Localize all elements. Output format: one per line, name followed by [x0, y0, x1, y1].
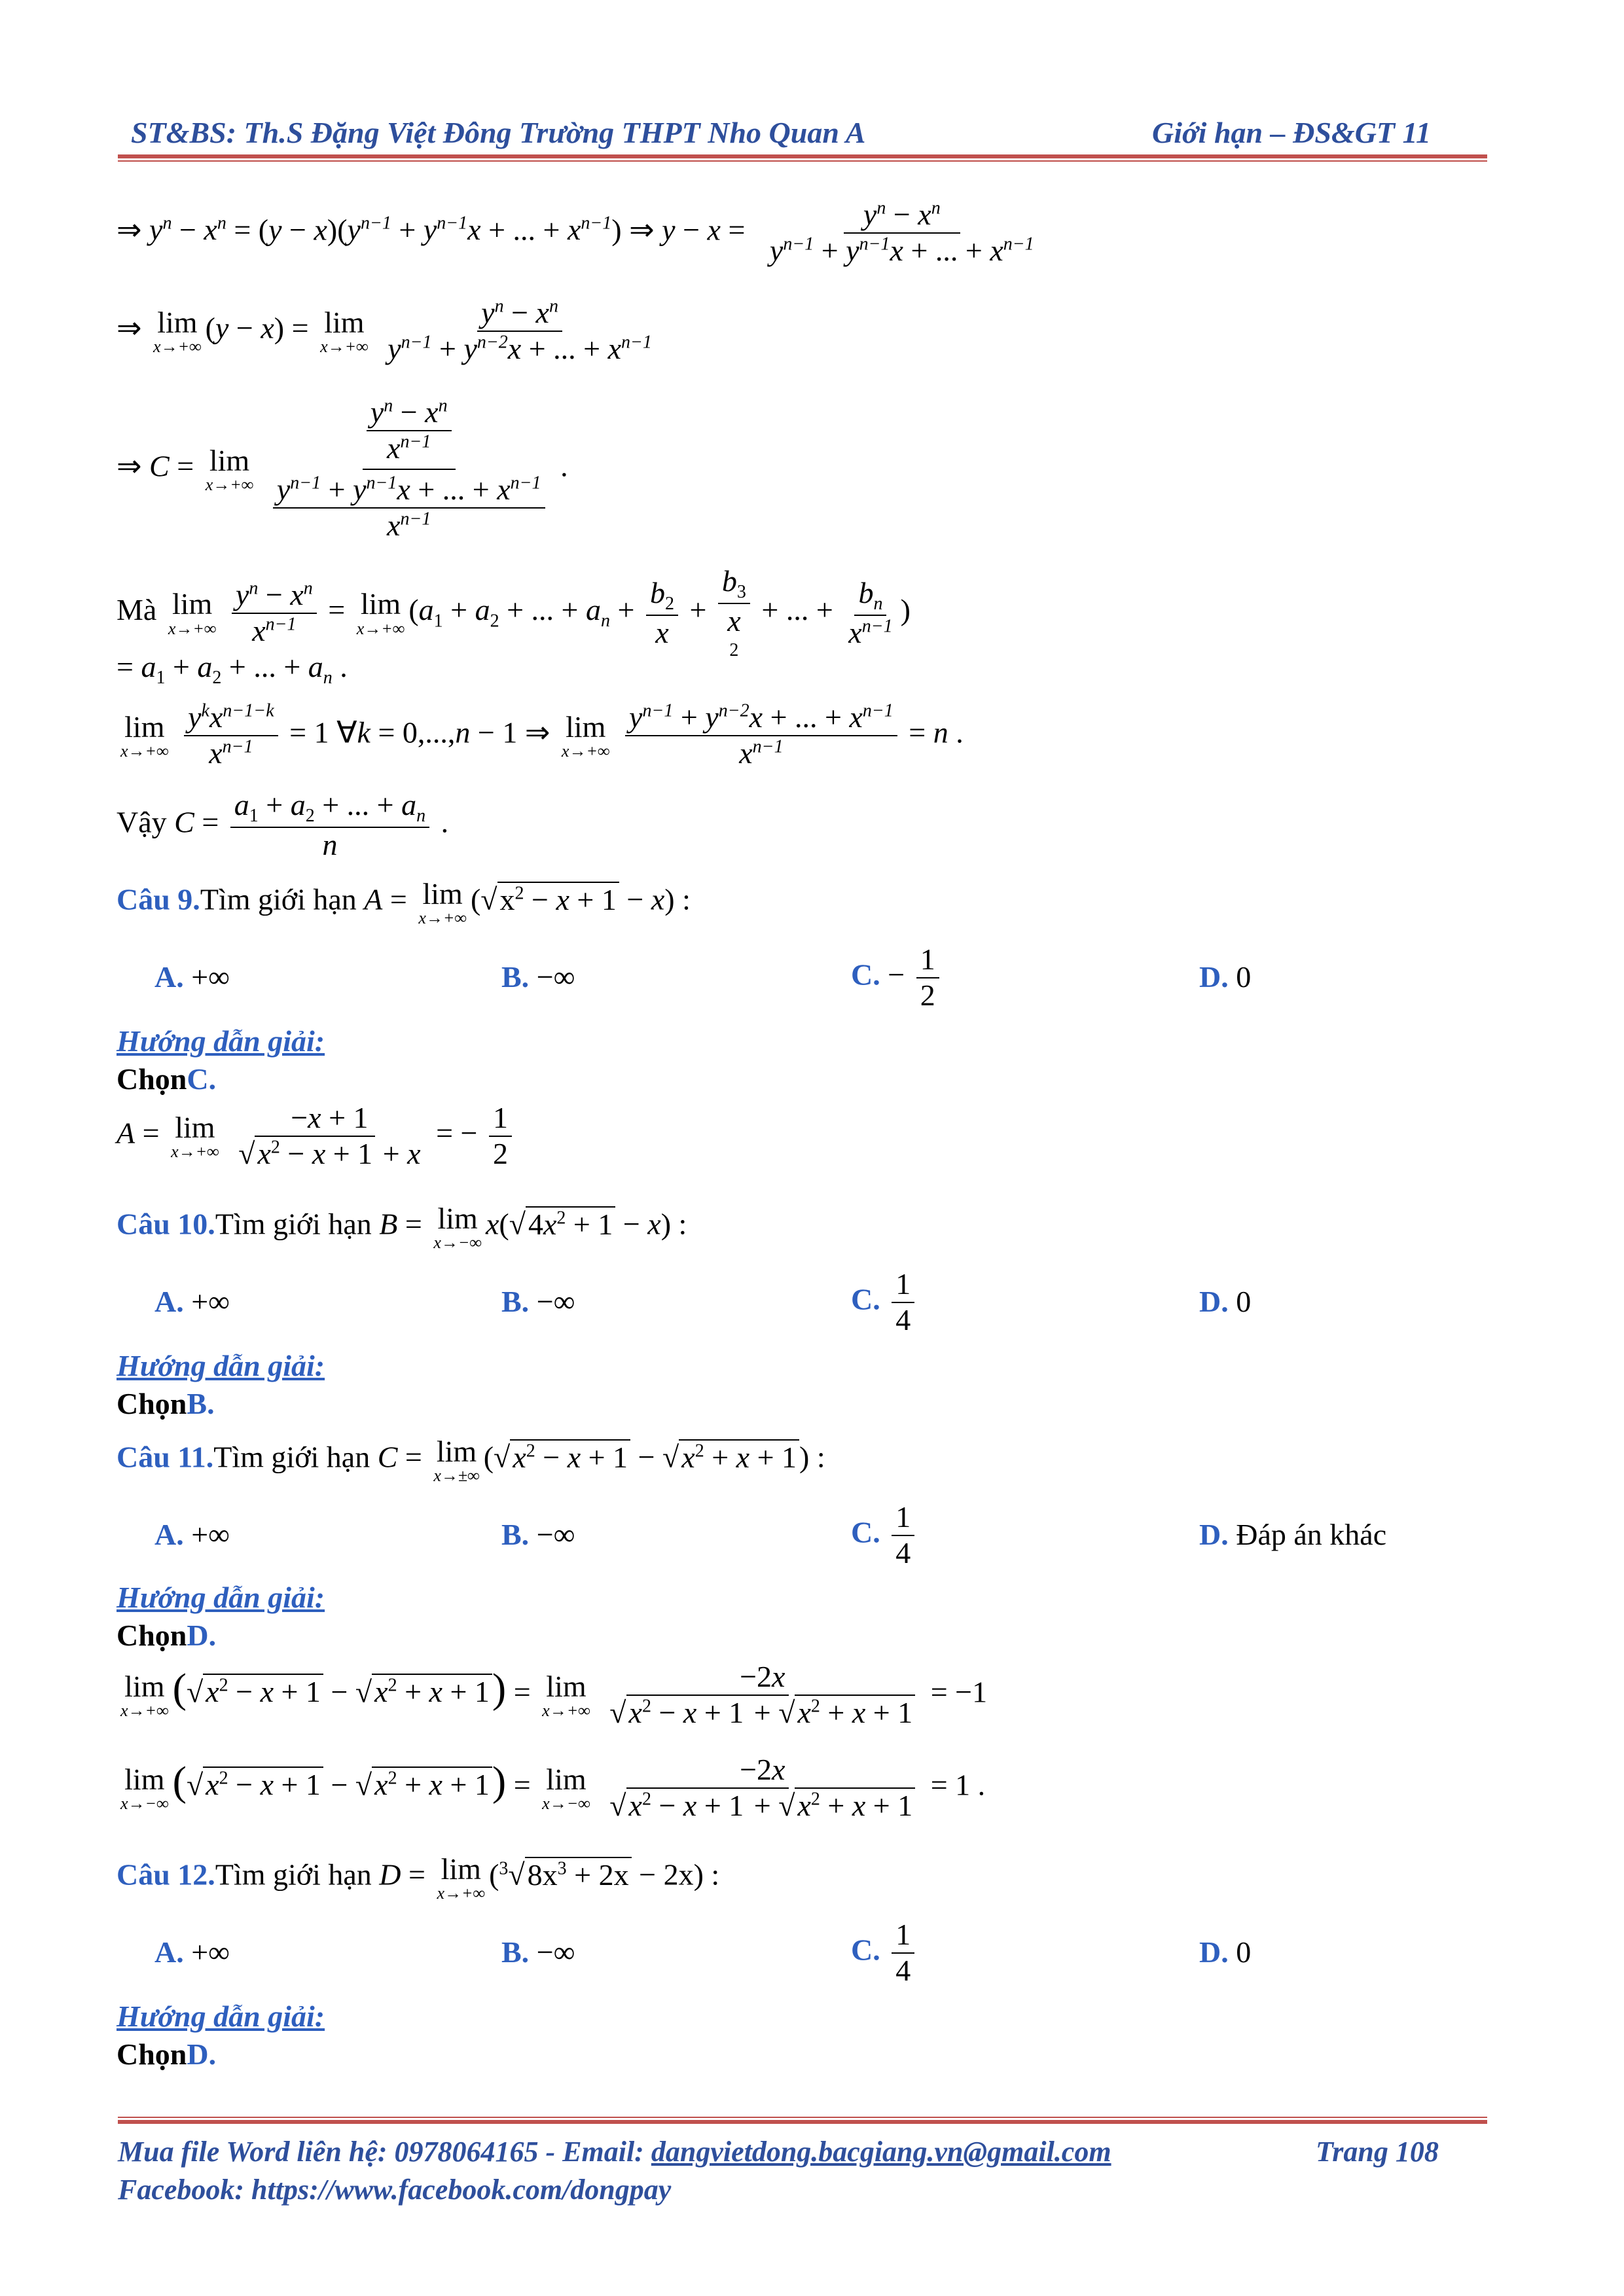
formula-line-4: Mà lim x→+∞ $\frac{y^n - x^n}{x^{n-1}}$ = lim x→+∞ ($a_1 + a_2$ + ... + $a_n$ + $\frac{b_2}{x}$ + $b_3$ x 2 + ... + $\frac{b_n}{x^{n-1}}$ ) [117, 564, 911, 661]
q11-chon: ChọnD. [117, 1619, 217, 1652]
q11-option-c[interactable]: C. $\frac{1}{4}$ [851, 1500, 918, 1571]
q9-chon: ChọnC. [117, 1062, 217, 1096]
formula-line-2: ⇒ lim x→+∞ (y − x) = lim x→+∞ $\frac{y^n - x^n}{y^{n-1} + y^{n-2}x + ... + x^{n-1}}$ [117, 296, 652, 365]
formula-line-6: lim x→+∞ $\frac{y^kx^{n-1-k}}{x^{n-1}}$ = 1 ∀k = 0,...,n − 1 ⇒ lim x→+∞ $\frac{y^{n-1} + y^{n-2}x + ... + x^{n-1}}{x^{n-1}}$ = n . [120, 700, 964, 770]
q9-option-a[interactable]: A. +∞ [154, 960, 230, 994]
q10-chon: ChọnB. [117, 1387, 215, 1420]
header-right: Giới hạn – ĐS&GT 11 [1152, 116, 1431, 149]
question-12: Câu 12.Tìm giới hạn D = lim x→+∞ $(^3√8x^3 + 2x - 2x)$ : [117, 1852, 720, 1903]
q12-guide: Hướng dẫn giải: [117, 2000, 325, 2033]
q11-option-d[interactable]: D. Đáp án khác [1199, 1518, 1387, 1551]
footer-rule [118, 2120, 1487, 2124]
footer-rule-thin [118, 2117, 1487, 2118]
vay-label: Vậy [117, 805, 167, 839]
q10-option-b[interactable]: B. −∞ [501, 1285, 575, 1318]
q12-option-b[interactable]: B. −∞ [501, 1935, 575, 1969]
formula-line-7: Vậy C = $\frac{a_1 + a_2 + ... + a_n}{n}$ . [117, 788, 449, 862]
q9-option-b[interactable]: B. −∞ [501, 960, 575, 994]
formula-line-1: ⇒ $y^n - x^n = (y - x)(y^{n-1} + y^{n-1}x$ + ... + $x^{n-1}$) ⇒ y − x = $\frac{y^n - x^n}{y^{n-1} + y^{n-1}x + ... + x^{n-1}}$ [117, 198, 1034, 267]
question-9-text: Tìm giới hạn [200, 882, 357, 916]
q10-option-d[interactable]: D. 0 [1199, 1285, 1252, 1318]
q10-option-c[interactable]: C. $\frac{1}{4}$ [851, 1267, 918, 1338]
q12-option-c[interactable]: C. $\frac{1}{4}$ [851, 1918, 918, 1988]
question-9: Câu 9.Tìm giới hạn A = lim x→+∞ $(√x^2 - x + 1 - x)$ : [117, 877, 691, 928]
footer-facebook[interactable]: Facebook: https://www.facebook.com/dongpay [118, 2174, 672, 2206]
header-left: ST&BS: Th.S Đặng Việt Đông Trường THPT Nho Quan A [131, 116, 866, 149]
footer-page-number: Trang 108 [1316, 2136, 1439, 2168]
question-9-label: Câu 9. [117, 882, 200, 916]
formula-line-5: = $a_1 + a_2$ + ... + $a_n$ . [117, 650, 348, 689]
q12-option-d[interactable]: D. 0 [1199, 1935, 1252, 1969]
q10-guide: Hướng dẫn giải: [117, 1349, 325, 1382]
ma-label: Mà [117, 593, 157, 627]
question-10-label: Câu 10. [117, 1207, 215, 1241]
q11-option-a[interactable]: A. +∞ [154, 1518, 230, 1551]
question-10-text: Tìm giới hạn [215, 1207, 372, 1241]
q11-solution-1: lim x→+∞ $(√x^2 - x + 1 - √x^2 + x + 1)$ = lim x→+∞ $\frac{-2x}{√x^2 - x + 1 + √x^2 + x + 1}$ = −1 [120, 1660, 988, 1729]
q11-solution-2: lim x→−∞ $(√x^2 - x + 1 - √x^2 + x + 1)$ = lim x→−∞ $\frac{-2x}{√x^2 - x + 1 + √x^2 + x + 1}$ = 1 . [120, 1753, 986, 1822]
question-12-text: Tìm giới hạn [215, 1857, 372, 1892]
q9-solution: A = lim x→+∞ $\frac{-x + 1}{√x^2 - x + 1 + x}$ = − $\frac{1}{2}$ [117, 1101, 516, 1172]
question-11: Câu 11.Tìm giới hạn C = lim x→±∞ $(√x^2 - x + 1 - √x^2 + x + 1)$ : [117, 1435, 825, 1486]
q11-guide: Hướng dẫn giải: [117, 1581, 325, 1614]
question-11-text: Tìm giới hạn [213, 1440, 370, 1474]
q11-option-b[interactable]: B. −∞ [501, 1518, 575, 1551]
question-11-label: Câu 11. [117, 1440, 214, 1474]
footer-line-1: Mua file Word liên hệ: 0978064165 - Email: dangvietdong.bacgiang.vn@gmail.com [118, 2136, 1111, 2168]
q9-option-c[interactable]: C. − $\frac{1}{2}$ [851, 942, 943, 1013]
footer-email-link[interactable]: dangvietdong.bacgiang.vn@gmail.com [651, 2136, 1111, 2168]
question-12-label: Câu 12. [117, 1857, 215, 1892]
header-rule-thin [118, 160, 1487, 162]
header-rule [118, 154, 1487, 158]
formula-line-3: ⇒ C = lim x→+∞ $\frac{\frac{y^n - x^n}{x^{n-1}}}{\frac{y^{n-1} + y^{n-1}x + ... + x^{n-1}}{x^{n-1}}}$ . [117, 393, 568, 546]
q12-option-a[interactable]: A. +∞ [154, 1935, 230, 1969]
question-10: Câu 10.Tìm giới hạn B = lim x→−∞ $x(√4x^2 + 1 - x)$ : [117, 1202, 687, 1253]
q12-chon: ChọnD. [117, 2037, 217, 2071]
q9-option-d[interactable]: D. 0 [1199, 960, 1252, 994]
q10-option-a[interactable]: A. +∞ [154, 1285, 230, 1318]
q9-guide: Hướng dẫn giải: [117, 1024, 325, 1058]
